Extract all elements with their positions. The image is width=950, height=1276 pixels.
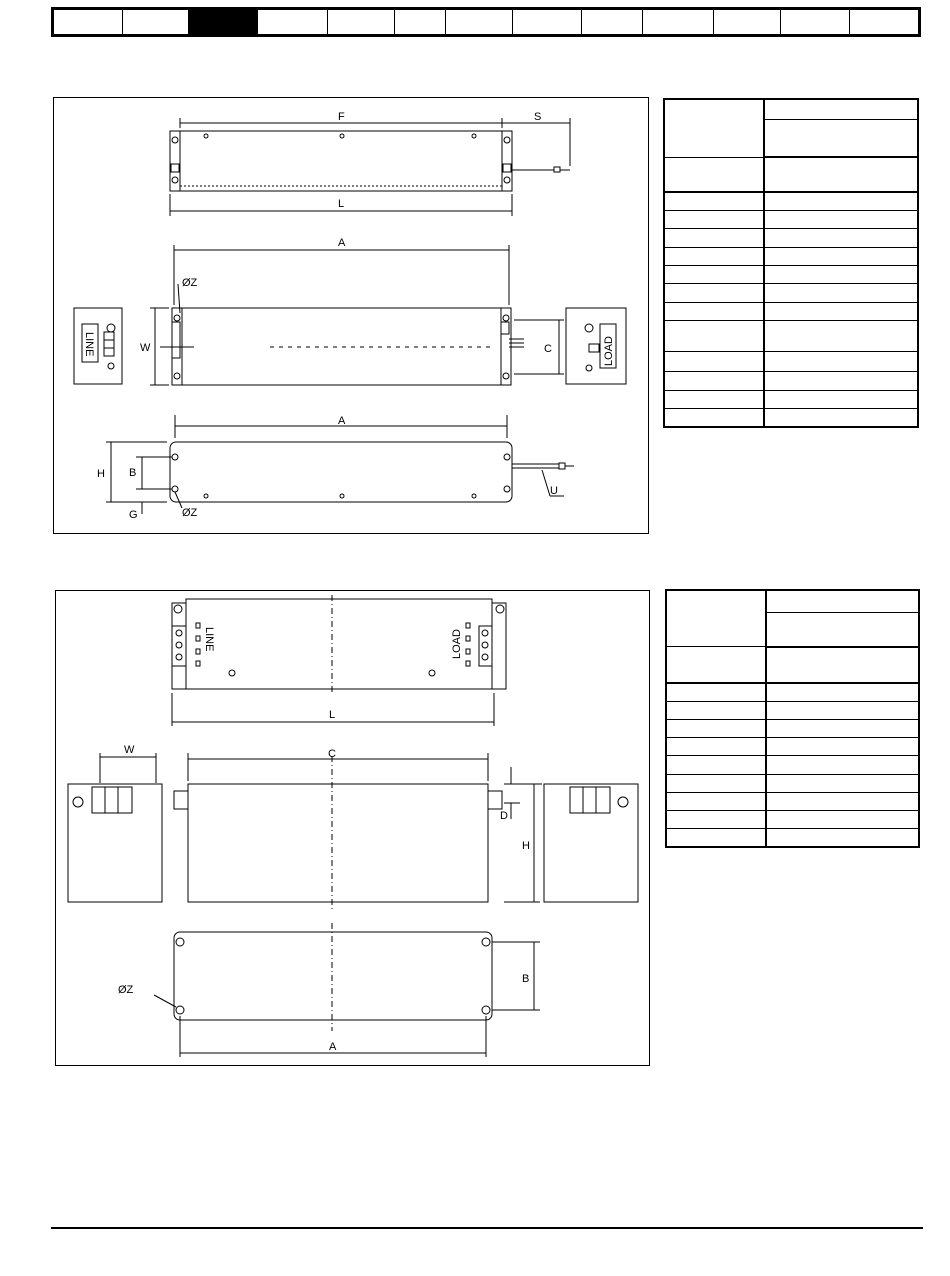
dim-label-Z: ØZ <box>182 277 198 289</box>
line-terminal-label: LINE <box>83 332 95 357</box>
chapter-tab-active[interactable] <box>189 10 258 34</box>
chapter-tab[interactable] <box>54 10 123 34</box>
dim-label-G: G <box>129 509 138 521</box>
dim-label-B: B <box>129 467 137 479</box>
dim-label-L: L <box>329 709 336 721</box>
dim-label-W: W <box>140 342 151 354</box>
dim-label-Z: ØZ <box>182 507 198 519</box>
line-terminal-label: LINE <box>203 627 215 652</box>
dim-label-U: U <box>550 485 558 497</box>
dimension-table-1 <box>663 98 919 428</box>
chapter-tab-bar <box>51 7 921 37</box>
chapter-tab[interactable] <box>513 10 583 34</box>
dim-label-B: B <box>522 973 530 985</box>
dim-label-H: H <box>522 840 530 852</box>
load-terminal-label: LOAD <box>451 629 463 659</box>
dim-label-C: C <box>544 343 552 355</box>
dim-label-H: H <box>97 468 105 480</box>
chapter-tab[interactable] <box>395 10 447 34</box>
dim-label-A: A <box>338 415 346 427</box>
filter-drawing-1 <box>53 97 649 534</box>
chapter-tab[interactable] <box>781 10 851 34</box>
chapter-tab[interactable] <box>258 10 329 34</box>
chapter-tab[interactable] <box>123 10 190 34</box>
dim-label-A: A <box>329 1041 337 1053</box>
chapter-tab[interactable] <box>643 10 715 34</box>
dim-label-L: L <box>338 198 345 210</box>
dim-label-A: A <box>338 237 346 249</box>
dimension-table-2 <box>665 589 920 848</box>
dim-label-D: D <box>500 810 508 822</box>
dim-label-F: F <box>338 111 345 123</box>
dim-label-W: W <box>124 744 135 756</box>
dim-label-Z: ØZ <box>118 984 134 996</box>
load-terminal-label: LOAD <box>603 336 615 366</box>
chapter-tab[interactable] <box>850 10 918 34</box>
chapter-tab[interactable] <box>328 10 395 34</box>
filter-drawing-2 <box>55 590 650 1066</box>
chapter-tab[interactable] <box>446 10 513 34</box>
chapter-tab[interactable] <box>714 10 781 34</box>
dim-label-C: C <box>328 748 336 760</box>
chapter-tab[interactable] <box>582 10 643 34</box>
footer-rule <box>51 1227 923 1229</box>
dim-label-S: S <box>534 111 542 123</box>
